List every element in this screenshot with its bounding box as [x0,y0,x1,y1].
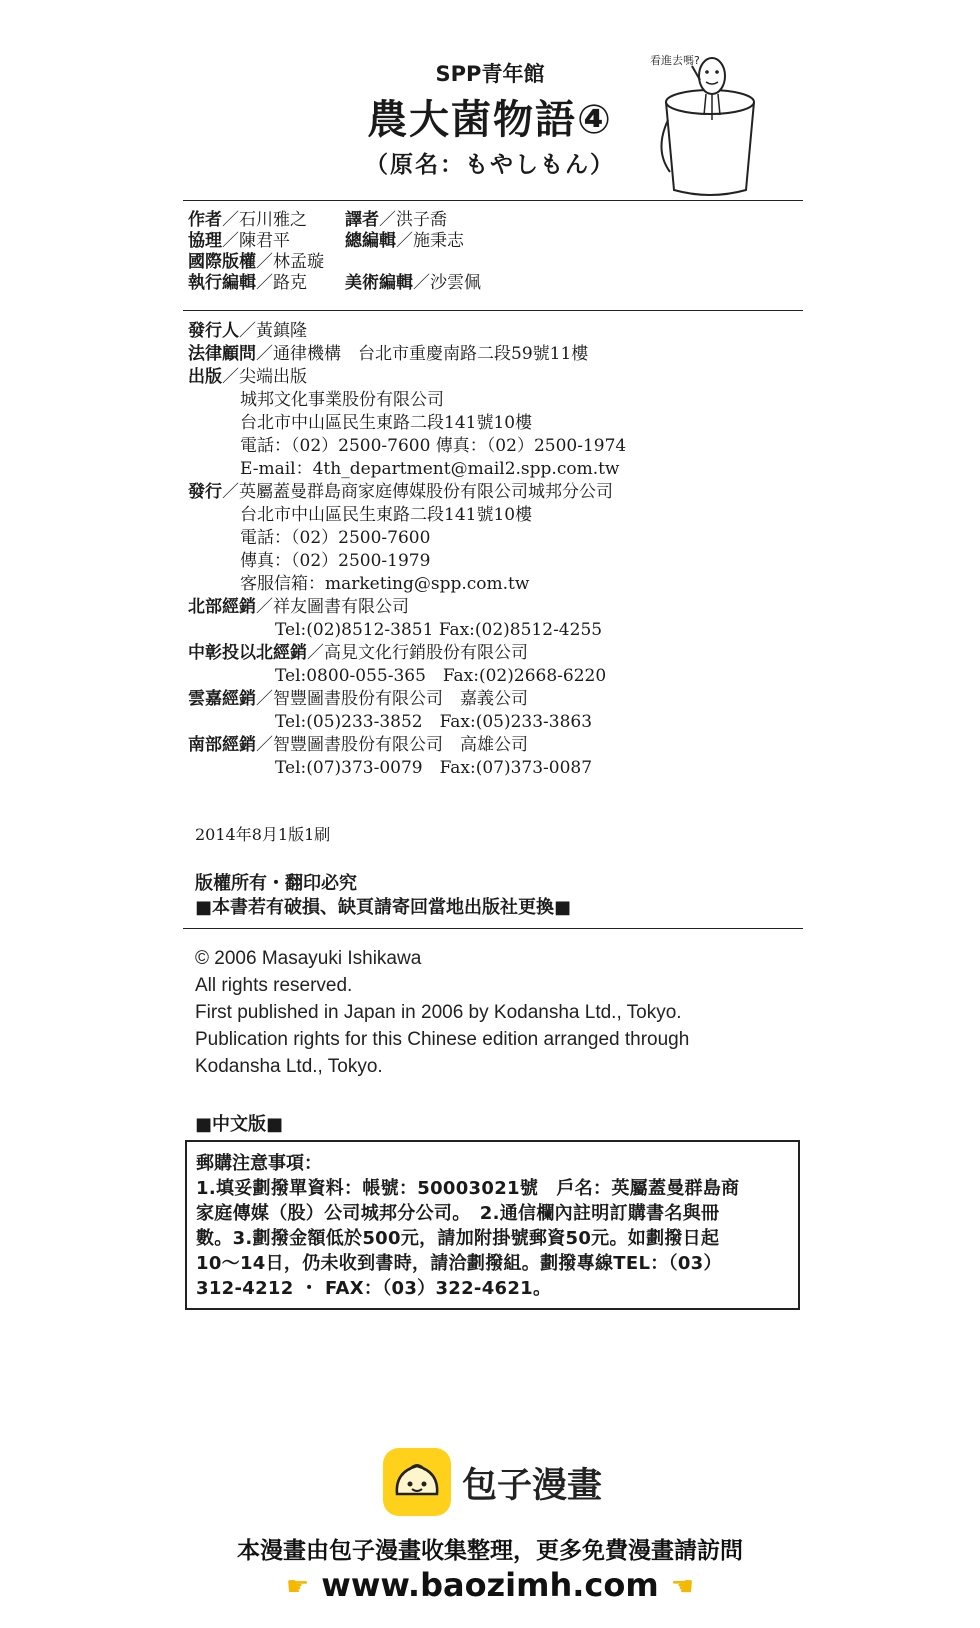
notice-line: 數。3.劃撥金額低於500元，請加附掛號郵資50元。如劃撥日起 [196,1228,720,1249]
credit-intl: 國際版權／林孟璇 [188,252,324,272]
legal-counsel: 法律顧問／通律機構 台北市重慶南路二段59號11樓 [188,344,589,364]
mascot-speech: 看進去嗎? [650,54,700,67]
credit-assist: 協理／陳君平 [188,231,290,251]
distributor-phone: 電話：（02）2500-7600 [240,528,431,548]
original-title: （原名：もやしもん） [365,152,615,178]
copyright-line: © 2006 Masayuki Ishikawa [195,948,422,969]
damage-notice: ■本書若有破損、缺頁請寄回當地出版社更換■ [195,897,572,918]
south-dealer: 南部經銷／智豐圖書股份有限公司 高雄公司 [188,735,528,755]
notice-line: 10〜14日，仍未收到書時，請洽劃撥組。劃撥專線TEL：（03） [196,1253,722,1274]
south-dealer-tel: Tel:(07)373-0079 Fax:(07)373-0087 [275,758,593,778]
distributor-fax: 傳真：（02）2500-1979 [240,551,431,571]
publisher-email: E-mail：4th_department@mail2.spp.com.tw [240,459,620,479]
brand-name: 包子漫畫 [462,1466,603,1506]
bucket-mascot-illustration [650,40,770,200]
north-dealer-tel: Tel:(02)8512-3851 Fax:(02)8512-4255 [275,620,603,640]
credit-exec-editor: 執行編輯／路克 [188,273,307,293]
chinese-edition-label: ■中文版■ [195,1114,284,1135]
kodansha-line: Kodansha Ltd., Tokyo. [195,1056,383,1077]
publisher-address: 台北市中山區民生東路二段141號10樓 [240,413,533,433]
distributor: 發行／英屬蓋曼群島商家庭傳媒股份有限公司城邦分公司 [188,482,613,502]
central-dealer: 中彰投以北經銷／高見文化行銷股份有限公司 [188,643,528,663]
publisher-line: 城邦文化事業股份有限公司 [240,390,444,410]
notice-line: 1.填妥劃撥單資料：帳號：50003021號 戶名：英屬蓋曼群島商 [196,1178,740,1199]
copyright-notice: 版權所有・翻印必究 [195,873,357,894]
divider [183,310,803,311]
rights-line: All rights reserved. [195,975,353,996]
distributor-email: 客服信箱：marketing@spp.com.tw [240,574,530,594]
north-dealer: 北部經銷／祥友圖書有限公司 [188,597,409,617]
yunchia-dealer-tel: Tel:(05)233-3852 Fax:(05)233-3863 [275,712,593,732]
watermark-note: 本漫畫由包子漫畫收集整理，更多免費漫畫請訪問 [237,1538,743,1564]
notice-title: 郵購注意事項： [196,1153,322,1174]
divider [183,200,803,201]
first-published-line: First published in Japan in 2006 by Kodansha Ltd., Tokyo. [195,1002,682,1023]
watermark-url-row [0,1566,980,1604]
credit-author: 作者／石川雅之 [188,210,307,230]
issuer: 發行人／黃鎮隆 [188,321,307,341]
publisher-line: SPP青年館 [435,62,545,86]
notice-line: 312-4212 ・ FAX：（03）322-4621。 [196,1278,552,1299]
baozi-logo-icon [383,1448,451,1516]
central-dealer-tel: Tel:0800-055-365 Fax:(02)2668-6220 [275,666,607,686]
publisher-phone: 電話：（02）2500-7600 傳真：（02）2500-1974 [240,436,627,456]
publisher: 出版／尖端出版 [188,367,307,387]
divider [183,928,803,929]
edition-info: 2014年8月1版1刷 [195,825,331,844]
credit-translator: 譯者／洪子喬 [345,210,447,230]
pointing-hand-icon: ☛ [285,1572,310,1602]
publication-rights-line: Publication rights for this Chinese edition arranged through [195,1029,690,1050]
yunchia-dealer: 雲嘉經銷／智豐圖書股份有限公司 嘉義公司 [188,689,528,709]
notice-body [196,1176,789,1301]
credit-chief-editor: 總編輯／施秉志 [345,231,464,251]
credit-art-editor: 美術編輯／沙雲佩 [345,273,481,293]
pointing-hand-icon: ☚ [670,1572,695,1602]
distributor-address: 台北市中山區民生東路二段141號10樓 [240,505,533,525]
book-title: 農大菌物語④ [367,97,613,143]
notice-line: 家庭傳媒（股）公司城邦分公司。 2.通信欄內註明訂購書名與冊 [196,1203,720,1224]
mail-order-notice [185,1140,800,1310]
watermark-url[interactable]: www.baozimh.com [321,1566,659,1604]
